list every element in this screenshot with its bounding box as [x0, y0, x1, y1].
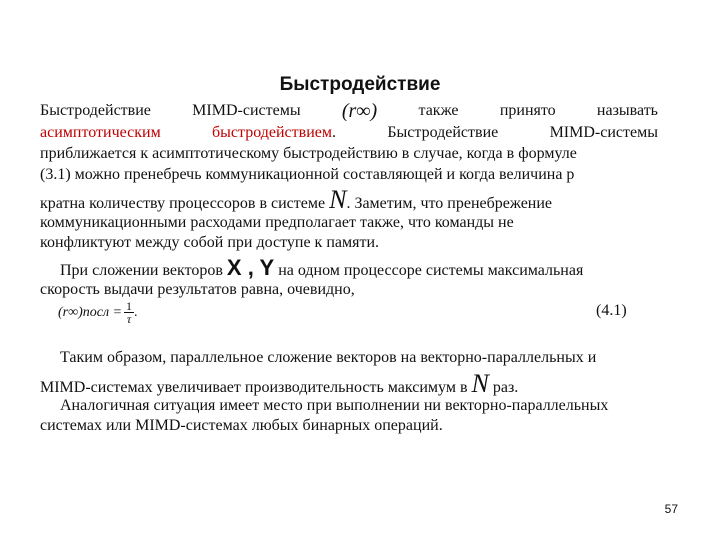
p1-line-2 — [40, 123, 658, 143]
equation-number: (4.1) — [596, 302, 627, 319]
text-word: также — [418, 102, 459, 119]
p2-line-1 — [40, 255, 658, 281]
text-fragment: . Заметим, что пренебрежение — [346, 195, 553, 212]
p3-line-4: системах или MIMD-системах любых бинарных операций. — [40, 417, 443, 434]
fraction-denominator: τ — [126, 312, 132, 326]
text-fragment: кратна количеству процессоров в системе — [40, 195, 326, 212]
r-infinity-symbol: (r∞) — [341, 100, 378, 122]
text-word: Быстродействие — [40, 102, 151, 119]
p1-line-5 — [40, 185, 658, 214]
p1-line-6: коммуникационными расходами предполагает также, что команды не — [40, 214, 514, 231]
text-punct: . — [332, 124, 336, 141]
text-word: MIMD-системы — [192, 102, 301, 119]
text-fragment: на одном процессоре системы максимальная — [278, 262, 584, 279]
p1-line-3: приближается к асимптотическому быстродействию в случае, когда в формуле — [40, 145, 577, 162]
highlight-term: асимптотическим — [40, 124, 161, 141]
n-symbol: N — [471, 369, 489, 398]
text-word: Быстродействие — [387, 124, 499, 141]
formula-tail: . — [134, 304, 138, 320]
fraction-numerator: 1 — [126, 299, 133, 313]
formula-4-1 — [58, 300, 138, 325]
vectors-xy-symbol: X , Y — [226, 255, 275, 280]
text-fragment: MIMD-системах увеличивает производительность максимум в — [40, 379, 468, 396]
p2-line-2: скорость выдачи результатов равна, очевидно, — [40, 281, 355, 298]
p1-line-7: конфликтуют между собой при доступе к памяти. — [40, 234, 380, 251]
p1-line-4: (3.1) можно пренебречь коммуникационной составляющей и когда величина p — [40, 166, 575, 183]
text-fragment: При сложении векторов — [60, 262, 223, 279]
text-word: MIMD-системы — [549, 124, 658, 141]
slide-title: Быстродействие — [279, 74, 441, 95]
p3-line-1: Таким образом, параллельное сложение векторов на векторно-параллельных и — [60, 349, 597, 366]
text-word: принято — [499, 102, 556, 119]
text-fragment: раз. — [492, 379, 519, 396]
highlight-term: быстродействием — [212, 124, 332, 141]
p3-line-3: Аналогичная ситуация имеет место при выполнении ни векторно-параллельных — [60, 397, 609, 414]
p1-line-1 — [40, 101, 658, 121]
p3-line-2 — [40, 369, 658, 398]
text-word: называть — [596, 102, 658, 119]
formula-lhs: (r∞)посл = — [58, 304, 123, 320]
formula-fraction — [124, 300, 134, 325]
n-symbol: N — [329, 185, 347, 214]
page-number: 57 — [664, 502, 678, 516]
